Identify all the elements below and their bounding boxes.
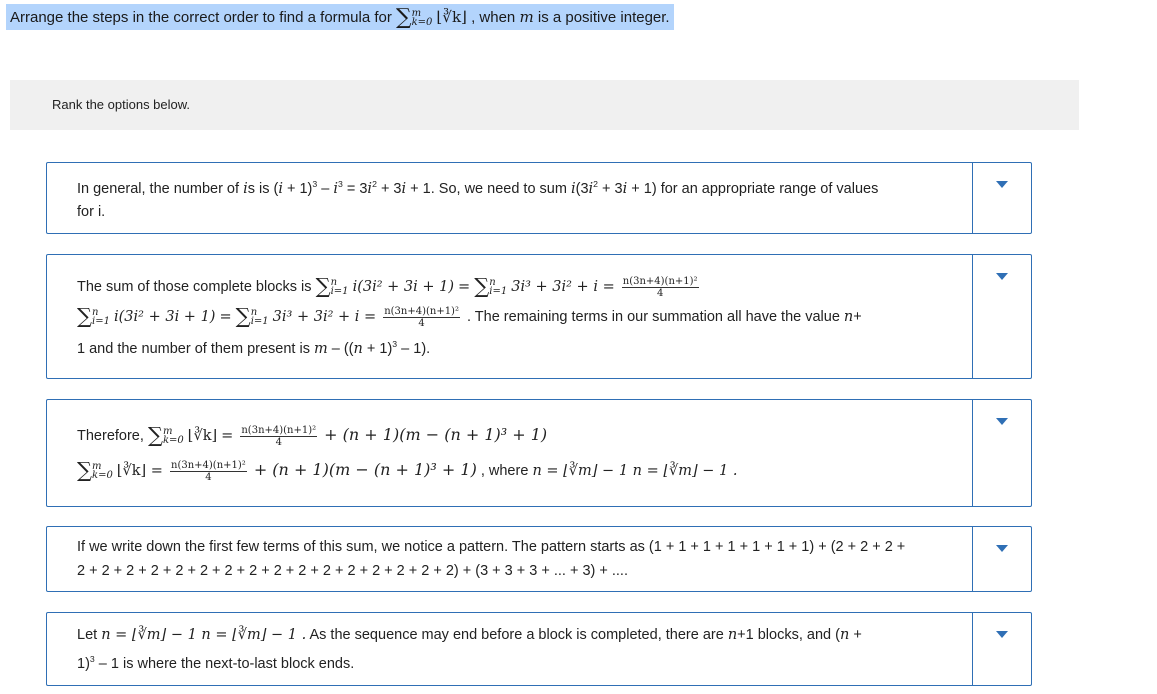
rank-option-5[interactable]	[46, 612, 1032, 686]
chevron-down-icon	[996, 418, 1008, 425]
rank-option-3-text: Therefore, ∑ m k=0 ⌊∛k⌋ = $\frac{\text{n(3n+4)(n+1)²}}{4}$ + (n + 1)(m − (n + 1)³ + 1) ∑ m k=0 ⌊∛k⌋ = $\frac{\text{n(3n+4)(n+1)²}}{4}$ + (n + 1)(m − (n + 1)³ + 1) , where n = ⌊∛m⌋ − 1 n = ⌊∛m⌋ − 1 .	[77, 422, 738, 483]
panel-header	[10, 80, 1079, 130]
rank-option-1-dropdown[interactable]	[972, 163, 1031, 233]
ranking-panel	[10, 80, 1079, 686]
rank-option-1[interactable]	[46, 162, 1032, 234]
rank-option-2[interactable]	[46, 254, 1032, 379]
panel-body	[10, 130, 1079, 686]
question-text: Arrange the steps in the correct order to find a formula for ∑ m k=0 ⌊∛k⌋ , when m is a positive integer.	[6, 4, 674, 30]
chevron-down-icon	[996, 631, 1008, 638]
rank-option-4[interactable]	[46, 526, 1032, 592]
chevron-down-icon	[996, 273, 1008, 280]
rank-option-5-text: Let n = ⌊∛m⌋ − 1 n = ⌊∛m⌋ − 1 . As the sequence may end before a block is completed, there are n+1 blocks, and (n + 1)$^3$ – 1 is where the next-to-last block ends.	[77, 626, 862, 672]
rank-option-2-dropdown[interactable]	[972, 255, 1031, 378]
rank-option-1-text: In general, the number of is is $(i + 1)^3 - i^3 = 3i^2 + 3i + 1$. So, we need to sum $i(3i^2 + 3i + 1)$ for an appropriate range of values for i.	[77, 178, 879, 221]
rank-option-2-text: The sum of those complete blocks is ∑ n i=1 i(3i² + 3i + 1) = ∑ n i=1 3i³ + 3i² + i = $\frac{\text{n(3n+4)(n+1)²}}{4}$ ∑ n i=1 i(3i² + 3i + 1) = ∑ n i=1 3i³ + 3i² + i = $\frac{\text{n(3n+4)(n+1)²}}{4}$ . The remaining terms in our summation all have the value n+ 1 and the number of them present is $m - ((n + 1)^3 - 1)$.	[77, 273, 862, 357]
rank-option-3[interactable]	[46, 399, 1032, 507]
rank-option-4-dropdown[interactable]	[972, 527, 1031, 591]
rank-option-3-dropdown[interactable]	[972, 400, 1031, 506]
rank-option-5-dropdown[interactable]	[972, 613, 1031, 685]
chevron-down-icon	[996, 545, 1008, 552]
chevron-down-icon	[996, 181, 1008, 188]
rank-label: Rank the options below.	[52, 97, 191, 112]
rank-option-4-text: If we write down the first few terms of this sum, we notice a pattern. The pattern starts as (1 + 1 + 1 + 1 + 1 + 1 + 1) + (2 + 2 + 2 + 2 + 2 + 2 + 2 + 2 + 2 + 2 + 2 + 2 + 2 + 2 + 2 + 2 + 2 + 2 + 2) + (3 + 3 + 3 + ... + 3) + ....	[77, 539, 906, 579]
sum-notation: ∑ m k=0	[396, 5, 433, 31]
